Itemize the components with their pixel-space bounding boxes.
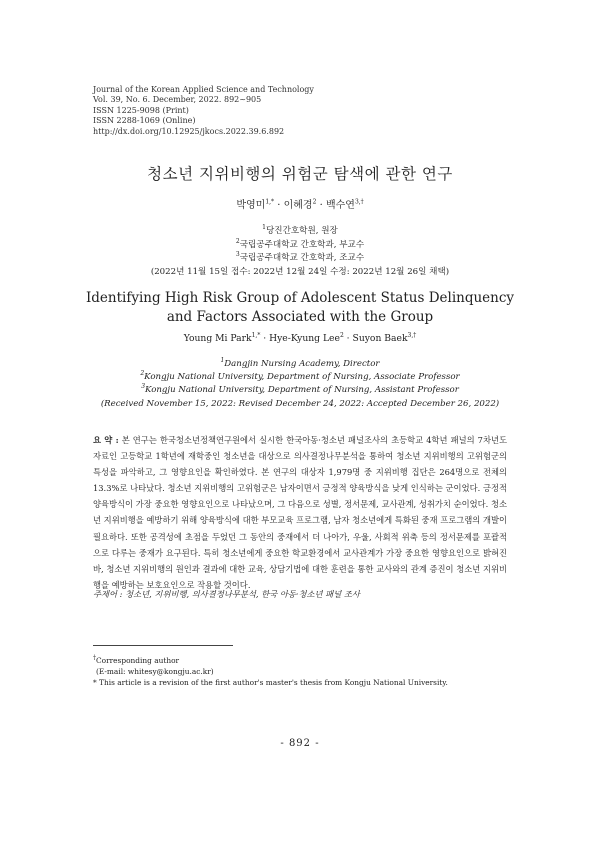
korean-title: 청소년 지위비행의 위험군 탐색에 관한 연구 [147,165,453,183]
english-authors [0,333,600,344]
english-title-line1: Identifying High Risk Group of Adolescent Status Delinquency [85,290,515,306]
author-name: Suyon Baek [352,333,408,344]
affiliation-line [0,358,600,371]
affiliation-text: Kongju National University, Department of Nursing, Associate Professor [144,372,460,383]
footnotes [93,655,523,689]
affiliation-line [0,239,600,253]
journal-issn-print: ISSN 1225-9098 (Print) [93,105,189,115]
corresponding-author [93,655,523,666]
author-sup: 1,* [265,198,275,206]
author-name: 박영미 [236,200,266,211]
thesis-note [93,677,523,688]
affiliation-line [0,371,600,384]
affiliation-sup: 2 [235,237,240,245]
affiliation-line [0,225,600,239]
author-name: Young Mi Park [183,333,252,344]
author-separator: · [343,333,353,344]
corresponding-email: (E-mail: whitesy@kongju.ac.kr) [96,667,214,677]
affiliation-text: 국립공주대학교 간호학과, 조교수 [239,253,365,263]
english-dates: (Received November 15, 2022: Revised December 24, 2022: Accepted December 26, 2022) [100,398,500,409]
affiliation-sup: 1 [220,357,225,365]
affiliation-sup: 3 [235,251,240,259]
affiliation-text: 당진간호학원, 원장 [265,226,338,236]
page-number: - 892 - [280,738,320,749]
affiliation-text: Dangjin Nursing Academy, Director [224,359,380,369]
english-title-line2: and Factors Associated with the Group [166,309,434,325]
author-name: 이혜경 [283,200,313,211]
author-separator: · [316,200,326,211]
abstract-label: 요 약 : [93,435,119,445]
author-sup: 1,* [251,331,261,339]
affiliation-sup: 3 [141,383,146,391]
author-name: Hye-Kyung Lee [269,333,340,344]
english-title [0,289,600,327]
asterisk-mark: * [93,678,97,688]
affiliation-text: 국립공주대학교 간호학과, 부교수 [239,239,365,250]
journal-name: Journal of the Korean Applied Science and Technology [93,85,314,94]
keywords: 주제어 : 청소년, 지위비행, 의사결정나무분석, 한국 아동·청소년 패널 조사 [93,589,360,599]
footnote-divider [93,645,233,646]
author-sup: 3,† [354,198,364,206]
affiliation-line [0,252,600,266]
dagger-mark: † [93,654,96,662]
author-sup: 2 [339,331,344,339]
affiliation-line [0,384,600,397]
korean-affiliations [0,225,600,279]
author-name: 백수연 [325,200,355,211]
author-separator: · [260,333,270,344]
journal-doi[interactable]: http://dx.doi.org/10.12925/jkocs.2022.39.6.892 [93,126,285,136]
abstract-text: 본 연구는 한국청소년정책연구원에서 실시한 한국아동·청소년 패널조사의 초등학교 4학년 패널의 7차년도 자료인 고등학교 1학년에 재학중인 청소년을 대상으로 의사결정나무분석을 통하여 청소년 지위비행의 고위험군의 특성을 파악하고, 그 영향요인을 확인하였다. 본 연구의 대상자 1,979명 중 지위비행 집단은 264명으로 전체의 13.3%로 나타났다. 청소년 지위비행의 고위험군은 남자이면서 긍정적 양육방식을 낮게 인식하는 군이었다. 긍정적 양육방식이 가장 중요한 영향요인으로 나타났으며, 그 다음으로 성별, 정서문제, 교사관계, 성취가치 순이었다. 청소년 지위비행을 예방하기 위해 양육방식에 대한 부모교육 프로그램, 남자 청소년에게 특화된 중재 프로그램의 개발이 필요하다. 또한 공격성에 초점을 두었던 그 동안의 중재에서 더 나아가, 우울, 사회적 위축 등의 정서문제를 포괄적으로 다루는 중재가 요구된다. 특히 청소년에게 중요한 학교환경에서 교사관계가 가장 중요한 영향요인으로 밝혀진 바, 청소년 지위비행의 원인과 결과에 대한 교육, 상담기법에 대한 훈련을 통한 교사와의 관계 증진이 청소년 지위비행을 예방하는 보호요인으로 작용할 것이다. [93,435,507,590]
affiliation-sup: 1 [262,224,266,232]
affiliation-sup: 2 [140,370,145,378]
korean-dates: (2022년 11월 15일 접수: 2022년 12월 24일 수정: 2022년 12월 26일 채택) [150,266,450,277]
author-sup: 2 [312,198,317,206]
abstract [93,432,507,593]
thesis-note-text: This article is a revision of the first author's master's thesis from Kongju National University. [96,678,448,688]
author-sup: 3,† [407,331,417,339]
journal-volume: Vol. 39, No. 6. December, 2022. 892~905 [93,95,262,105]
author-separator: · [274,200,284,211]
corresponding-label: Corresponding author [96,656,180,665]
journal-header [93,85,314,137]
journal-issn-online: ISSN 2288-1069 (Online) [93,116,196,126]
affiliation-text: Kongju National University, Department of Nursing, Assistant Professor [145,385,459,396]
korean-authors [0,196,600,211]
english-affiliations [0,358,600,411]
